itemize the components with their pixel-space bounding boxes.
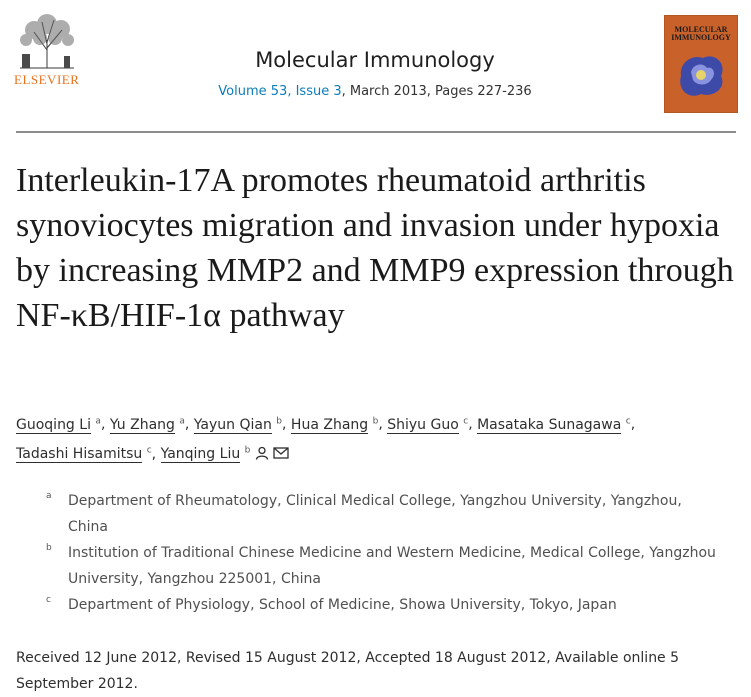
article-header <box>0 0 751 132</box>
affiliation-text: Institution of Traditional Chinese Medicine and Western Medicine, Medical College, Yangzhou University, Yangzhou 225001, China <box>68 545 716 587</box>
journal-title[interactable]: Molecular Immunology <box>255 48 495 72</box>
author-name[interactable]: Yanqing Liu <box>160 446 241 463</box>
author[interactable] <box>110 417 185 433</box>
affiliation-mark: a <box>46 491 52 501</box>
author-affiliation-mark: a <box>95 416 101 426</box>
journal-cover[interactable] <box>664 15 738 113</box>
author-affiliation-mark: c <box>625 416 631 426</box>
author[interactable] <box>16 417 101 433</box>
affiliation-mark: b <box>46 543 52 553</box>
author[interactable] <box>161 446 251 462</box>
author-name[interactable]: Shiyu Guo <box>387 416 459 433</box>
author-affiliation-mark: c <box>463 416 469 426</box>
author-affiliation-mark: b <box>372 416 379 426</box>
issue-info <box>200 84 550 99</box>
author-affiliation-mark: b <box>244 445 251 456</box>
header-divider <box>16 131 736 133</box>
author-name[interactable]: Guoqing Li <box>16 416 91 433</box>
article-history: Received 12 June 2012, Revised 15 August 2012, Accepted 18 August 2012, Available online 5 September 2012. <box>16 650 680 692</box>
author-name[interactable]: Masataka Sunagawa <box>477 416 622 433</box>
author[interactable] <box>194 417 282 433</box>
affiliation <box>46 592 726 618</box>
author[interactable] <box>387 417 468 433</box>
author[interactable] <box>291 417 378 433</box>
author-name[interactable]: Yu Zhang <box>109 416 175 433</box>
issue-details: , March 2013, Pages 227-236 <box>341 84 532 99</box>
cover-title: MOLECULAR IMMUNOLOGY <box>671 25 731 42</box>
affiliation <box>46 488 726 540</box>
publisher-name: ELSEVIER <box>14 72 80 87</box>
affiliation-mark: c <box>46 595 51 605</box>
author-affiliation-mark: a <box>179 416 185 426</box>
affiliation-list <box>46 488 726 618</box>
author[interactable] <box>477 417 631 433</box>
author-list: Guoqing Li $^a$, Yu Zhang $^a$, Yayun Qian $^b$, Hua Zhang $^b$, Shiyu Guo $^c$, Masataka Sunagawa $^c$, Tadashi Hisamitsu $^c$, Yanqing Liu $^b$ <box>16 416 636 463</box>
author-affiliation-mark: c <box>146 445 152 456</box>
affiliation <box>46 540 726 592</box>
affiliation-text: Department of Physiology, School of Medicine, Showa University, Tokyo, Japan <box>68 597 617 613</box>
affiliation-text: Department of Rheumatology, Clinical Medical College, Yangzhou University, Yangzhou, China <box>68 493 682 535</box>
person-icon[interactable] <box>255 446 269 460</box>
volume-issue-link[interactable]: Volume 53, Issue 3 <box>218 84 342 99</box>
article-title: Interleukin-17A promotes rheumatoid arthritis synoviocytes migration and invasion under hypoxia by increasing MMP2 and MMP9 expression through NF-κB/HIF-1α pathway <box>16 162 734 334</box>
cover-image <box>671 48 731 102</box>
author-name[interactable]: Hua Zhang <box>290 416 369 433</box>
email-icon[interactable] <box>273 446 289 460</box>
author-affiliation-mark: b <box>276 416 283 426</box>
author-name[interactable]: Yayun Qian <box>193 416 272 433</box>
author-name[interactable]: Tadashi Hisamitsu <box>16 446 143 463</box>
author[interactable] <box>16 446 152 462</box>
